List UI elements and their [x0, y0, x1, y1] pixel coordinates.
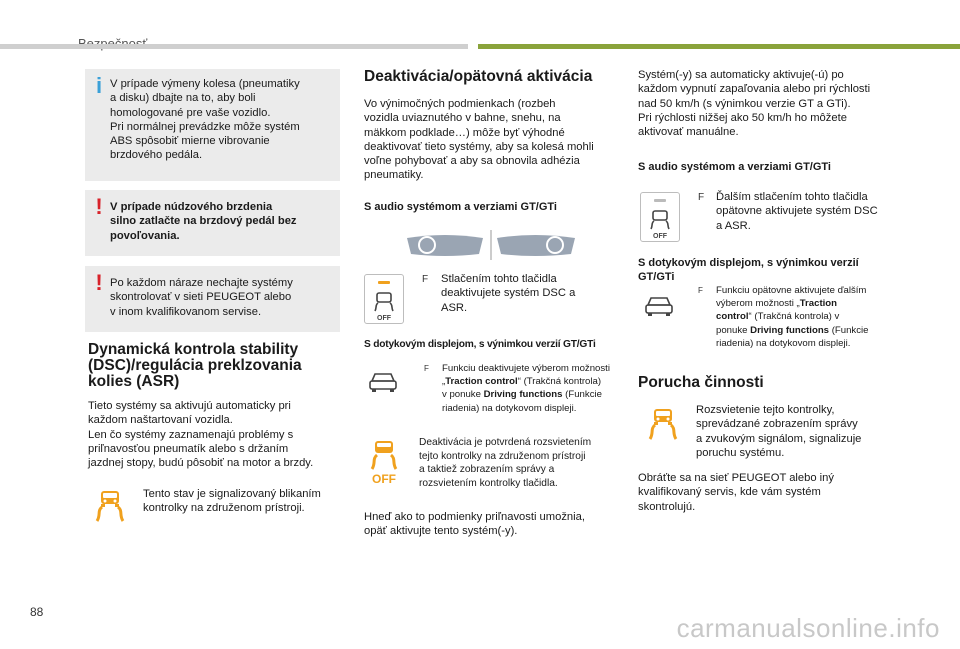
bullet-marker: F — [698, 192, 705, 203]
paragraph-fault-lamp: Rozsvietenie tejto kontrolky, sprevádzané zobrazením správy a zvukovým signálom, signalizuje poruchu systému. — [696, 404, 862, 459]
steering-wheel-controls-image — [405, 230, 585, 260]
warning-note-emergency — [85, 190, 340, 256]
subheading-display: S dotykovým displejom, s výnimkou verzií GT/GTi — [638, 257, 859, 283]
car-outline-icon — [366, 369, 400, 395]
dsc-off-button-icon — [364, 274, 404, 324]
paragraph-display-deactivate: Funkciu deaktivujete výberom možnosti „Traction control“ (Trakčná kontrola) v ponuke Driving functions (Funkcie riadenia) na dotykovom displeji. — [442, 363, 610, 414]
header-rule-gray — [0, 44, 468, 49]
dsc-off-button-icon — [640, 192, 680, 242]
bullet-marker: F — [424, 364, 429, 373]
bullet-marker: F — [422, 274, 429, 285]
watermark: carmanualsonline.info — [676, 613, 940, 643]
subheading-audio: S audio systémom a verziami GT/GTi — [638, 161, 831, 173]
paragraph-deactivation-intro: Vo výnimočných podmienkach (rozbeh vozidla uviaznutého v bahne, snehu, na mäkkom podklade…) môže byť výhodné deaktivovať tieto systémy, aby sa kolesá mohli voľne pohybovať a aby sa obnovila adhézia pneumatiky. — [364, 98, 594, 182]
subheading-audio: S audio systémom a verziami GT/GTi — [364, 201, 557, 213]
skid-warning-icon — [645, 405, 681, 443]
bullet-marker: F — [698, 286, 703, 295]
paragraph-restore: Hneď ako to podmienky priľnavosti umožnia, opäť aktivujte tento systém(-y). — [364, 511, 585, 538]
svg-text:OFF: OFF — [653, 233, 667, 240]
header-rule-green — [478, 44, 960, 49]
heading-fault: Porucha činnosti — [638, 374, 764, 391]
paragraph-confirm: Deaktivácia je potvrdená rozsvietením tejto kontrolky na združenom prístroji a taktiež zobrazením správy a rozsvietením kontrolky tlačidla. — [419, 437, 592, 489]
paragraph-intro: Tieto systémy sa aktivujú automaticky pri každom naštartovaní vozidla. Len čo systémy zaznamenajú problémy s priľnavosťou pneumatík alebo s držaním jazdnej stopy, budú pôsobiť na motor a brzdy. — [88, 400, 314, 470]
page-number: 88 — [30, 605, 44, 619]
warning-icon: ! — [95, 270, 103, 295]
heading-dsc-asr: Dynamická kontrola stability (DSC)/regulácia preklzovania kolies (ASR) — [88, 341, 302, 390]
svg-text:OFF: OFF — [377, 315, 391, 322]
skid-warning-icon — [92, 487, 128, 525]
note-text: V prípade núdzového brzdenia silno zatlačte na brzdový pedál bez povoľovania. — [110, 201, 297, 242]
heading-deactivation: Deaktivácia/opätovná aktivácia — [364, 68, 593, 85]
paragraph-display-reactivate: Funkciu opätovne aktivujete ďalším výberom možnosti „Traction control“ (Trakčná kontrola) v ponuke Driving functions (Funkcie riadenia) na dotykovom displeji. — [716, 285, 869, 349]
svg-text:OFF: OFF — [372, 472, 396, 485]
paragraph-press-again: Ďalším stlačením tohto tlačidla opätovne aktivujete systém DSC a ASR. — [716, 191, 878, 232]
info-icon: i — [95, 73, 103, 98]
warning-icon: ! — [95, 194, 103, 219]
car-outline-icon — [642, 293, 676, 319]
dsc-off-warning-icon — [366, 437, 402, 485]
info-note-wheel — [85, 69, 340, 181]
note-text: V prípade výmeny kolesa (pneumatiky a disku) dbajte na to, aby boli homologované pre vaše vozidlo. Pri normálnej prevádzke môže systém ABS spôsobiť mierne vibrovanie brzdového pedála. — [110, 78, 300, 162]
paragraph-fault-contact: Obráťte sa na sieť PEUGEOT alebo iný kvalifikovaný servis, kde vám systém skontrolujú. — [638, 472, 834, 513]
paragraph-blink: Tento stav je signalizovaný blikaním kontrolky na združenom prístroji. — [143, 488, 321, 515]
note-text: Po každom náraze nechajte systémy skontrolovať v sieti PEUGEOT alebo v inom kvalifikovanom servise. — [110, 277, 293, 318]
paragraph-auto-activation: Systém(-y) sa automaticky aktivuje(-ú) po každom vypnutí zapaľovania alebo pri rýchlosti nad 50 km/h (s výnimkou verzie GT a GTi). Pri rýchlosti nižšej ako 50 km/h ho môžete aktivovať manuálne. — [638, 69, 871, 139]
warning-note-impact — [85, 266, 340, 332]
paragraph-press: Stlačením tohto tlačidla deaktivujete systém DSC a ASR. — [441, 273, 576, 314]
subheading-display: S dotykovým displejom, s výnimkou verzií GT/GTi — [364, 339, 596, 350]
